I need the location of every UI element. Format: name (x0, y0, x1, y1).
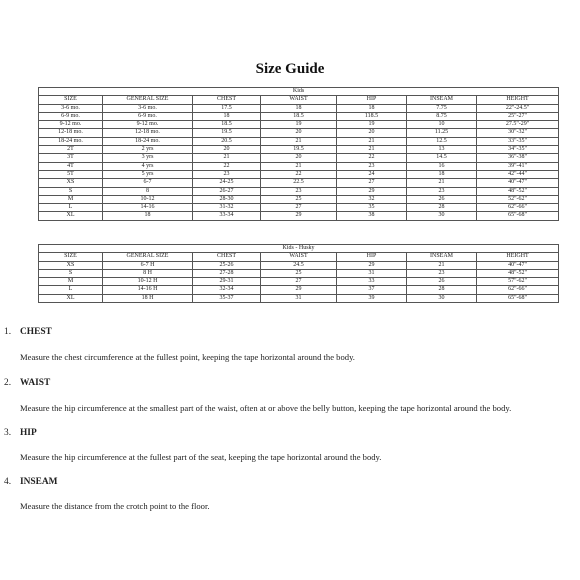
table-cell: 27 (261, 204, 337, 212)
table-cell: 28-30 (193, 195, 261, 203)
guide-heading-text: CHEST (20, 327, 52, 337)
table-cell: 35-37 (193, 294, 261, 302)
table-cell: 20 (193, 146, 261, 154)
table-cell: 21 (337, 137, 407, 145)
table-cell: 23 (407, 269, 477, 277)
table-cell: 18 H (103, 294, 193, 302)
column-header: INSEAM (407, 96, 477, 104)
table-cell: 6-9 mo. (39, 112, 103, 120)
table-cell: 13 (407, 146, 477, 154)
table-cell: S (39, 187, 103, 195)
guide-heading (4, 327, 52, 337)
guide-number: 1. (4, 327, 12, 337)
table-cell: S (39, 269, 103, 277)
column-header: INSEAM (407, 253, 477, 261)
table-cell: L (39, 204, 103, 212)
table-cell: 21 (407, 261, 477, 269)
table-cell: 3 yrs (103, 154, 193, 162)
table-cell: 30 (407, 212, 477, 220)
table-cell: 23 (337, 162, 407, 170)
table-cell: 8 H (103, 269, 193, 277)
table-cell: 12.5 (407, 137, 477, 145)
table-cell: 22 (261, 170, 337, 178)
table-cell: 33"-35" (477, 137, 559, 145)
table-cell: 48"-52" (477, 187, 559, 195)
table-cell: 22 (337, 154, 407, 162)
table-cell: 23 (193, 170, 261, 178)
table-cell: 10-12 (103, 195, 193, 203)
table-cell: 25 (261, 269, 337, 277)
table-cell: 20 (261, 154, 337, 162)
table-cell: 34"-35" (477, 146, 559, 154)
kids-table-caption: Kids (39, 88, 559, 96)
table-cell: 18 (261, 104, 337, 112)
column-header: CHEST (193, 253, 261, 261)
table-cell: 4 yrs (103, 162, 193, 170)
table-cell: 24.5 (261, 261, 337, 269)
table-cell: 17.5 (193, 104, 261, 112)
table-cell: 6-7 (103, 179, 193, 187)
table-cell: 21 (261, 162, 337, 170)
table-cell: 3T (39, 154, 103, 162)
guide-number: 3. (4, 428, 12, 438)
table-cell: 12-18 mo. (103, 129, 193, 137)
table-cell: 22"-24.5" (477, 104, 559, 112)
table-cell: XS (39, 179, 103, 187)
column-header: HEIGHT (477, 253, 559, 261)
table-cell: 18 (337, 104, 407, 112)
table-cell: 25 (261, 195, 337, 203)
table-cell: 21 (261, 137, 337, 145)
table-cell: 42"-44" (477, 170, 559, 178)
table-cell: 18 (193, 112, 261, 120)
table-cell: 14-16 H (103, 286, 193, 294)
table-cell: 18-24 mo. (103, 137, 193, 145)
table-cell: 62"-66" (477, 286, 559, 294)
table-cell: 8.75 (407, 112, 477, 120)
column-header: WAIST (261, 253, 337, 261)
table-cell: 9-12 mo. (103, 121, 193, 129)
table-cell: 27.5"-29" (477, 121, 559, 129)
column-header: HIP (337, 253, 407, 261)
table-cell: 18 (103, 212, 193, 220)
table-cell: 10-12 H (103, 278, 193, 286)
table-cell: 18-24 mo. (39, 137, 103, 145)
table-cell: 27 (337, 179, 407, 187)
table-cell: 26 (407, 195, 477, 203)
table-cell: 27 (261, 278, 337, 286)
table-cell: XL (39, 294, 103, 302)
table-cell: 31 (337, 269, 407, 277)
table-cell: 24-25 (193, 179, 261, 187)
table-cell: 19 (337, 121, 407, 129)
table-cell: 23 (407, 187, 477, 195)
table-cell: 9-12 mo. (39, 121, 103, 129)
table-cell: 3-6 mo. (39, 104, 103, 112)
column-header: GENERAL SIZE (103, 96, 193, 104)
table-cell: 7.75 (407, 104, 477, 112)
table-cell: 31 (261, 294, 337, 302)
guide-heading-text: HIP (20, 428, 37, 438)
table-cell: 10 (407, 121, 477, 129)
table-cell: 14.5 (407, 154, 477, 162)
table-cell: 36"-38" (477, 154, 559, 162)
column-header: CHEST (193, 96, 261, 104)
table-cell: 65"-68" (477, 294, 559, 302)
table-cell: XS (39, 261, 103, 269)
column-header: HEIGHT (477, 96, 559, 104)
table-cell: 39"-41" (477, 162, 559, 170)
table-cell: 2 yrs (103, 146, 193, 154)
table-cell: 28 (407, 204, 477, 212)
table-cell: 62"-66" (477, 204, 559, 212)
table-cell: 25-26 (193, 261, 261, 269)
table-cell: M (39, 195, 103, 203)
table-cell: 2T (39, 146, 103, 154)
table-cell: 8 (103, 187, 193, 195)
guide-heading (4, 477, 58, 487)
table-cell: 14-16 (103, 204, 193, 212)
table-cell: 33-34 (193, 212, 261, 220)
table-cell: 20 (261, 129, 337, 137)
table-cell: 35 (337, 204, 407, 212)
guide-description: Measure the chest circumference at the fullest point, keeping the tape horizontal around the body. (20, 352, 355, 362)
column-header: WAIST (261, 96, 337, 104)
table-cell: 29 (337, 261, 407, 269)
column-header: GENERAL SIZE (103, 253, 193, 261)
guide-heading-text: WAIST (20, 378, 51, 388)
table-cell: 32 (337, 195, 407, 203)
table-cell: 6-9 mo. (103, 112, 193, 120)
husky-table-caption: Kids - Husky (39, 245, 559, 253)
guide-description: Measure the distance from the crotch point to the floor. (20, 501, 210, 511)
table-cell: 48"-52" (477, 269, 559, 277)
table-cell: 28 (407, 286, 477, 294)
guide-heading (4, 378, 50, 388)
table-cell: 19.5 (261, 146, 337, 154)
table-cell: 57"-62" (477, 278, 559, 286)
table-cell: 21 (193, 154, 261, 162)
table-cell: 5 yrs (103, 170, 193, 178)
table-cell: 6-7 H (103, 261, 193, 269)
table-cell: 26 (407, 278, 477, 286)
table-cell: 5T (39, 170, 103, 178)
table-cell: 31-32 (193, 204, 261, 212)
table-cell: 16 (407, 162, 477, 170)
table-cell: 27-28 (193, 269, 261, 277)
table-cell: 18 (407, 170, 477, 178)
table-cell: 3-6 mo. (103, 104, 193, 112)
table-cell: 30"-32" (477, 129, 559, 137)
table-cell: 30 (407, 294, 477, 302)
table-cell: 19 (261, 121, 337, 129)
table-cell: 29 (337, 187, 407, 195)
table-cell: 65"-68" (477, 212, 559, 220)
column-header: HIP (337, 96, 407, 104)
table-cell: 38 (337, 212, 407, 220)
table-cell: 40"-47" (477, 179, 559, 187)
table-cell: 4T (39, 162, 103, 170)
table-cell: 39 (337, 294, 407, 302)
table-cell: 18.5 (261, 112, 337, 120)
guide-heading-text: INSEAM (20, 477, 58, 487)
table-cell: 11.25 (407, 129, 477, 137)
table-cell: 21 (407, 179, 477, 187)
table-cell: 29 (261, 286, 337, 294)
table-cell: 18.5 (193, 121, 261, 129)
guide-heading (4, 428, 37, 438)
table-cell: 21 (337, 146, 407, 154)
table-cell: 29-31 (193, 278, 261, 286)
table-cell: 37 (337, 286, 407, 294)
table-cell: M (39, 278, 103, 286)
table-cell: 29 (261, 212, 337, 220)
guide-number: 2. (4, 378, 12, 388)
guide-number: 4. (4, 477, 12, 487)
table-cell: 32-34 (193, 286, 261, 294)
guide-description: Measure the hip circumference at the fullest part of the seat, keeping the tape horizontal around the body. (20, 452, 382, 462)
table-cell: 118.5 (337, 112, 407, 120)
table-cell: 24 (337, 170, 407, 178)
table-cell: XL (39, 212, 103, 220)
table-cell: 19.5 (193, 129, 261, 137)
table-cell: 52"-62" (477, 195, 559, 203)
table-cell: 23 (261, 187, 337, 195)
table-cell: 20.5 (193, 137, 261, 145)
table-cell: 22.5 (261, 179, 337, 187)
table-cell: L (39, 286, 103, 294)
table-cell: 25"-27" (477, 112, 559, 120)
table-cell: 20 (337, 129, 407, 137)
guide-description: Measure the hip circumference at the smallest part of the waist, often at or above the belly button, keeping the tape horizontal around the body. (20, 403, 512, 413)
column-header: SIZE (39, 96, 103, 104)
table-cell: 22 (193, 162, 261, 170)
table-cell: 33 (337, 278, 407, 286)
column-header: SIZE (39, 253, 103, 261)
table-cell: 26-27 (193, 187, 261, 195)
table-cell: 40"-47" (477, 261, 559, 269)
table-cell: 12-18 mo. (39, 129, 103, 137)
page-title: Size Guide (255, 61, 325, 77)
